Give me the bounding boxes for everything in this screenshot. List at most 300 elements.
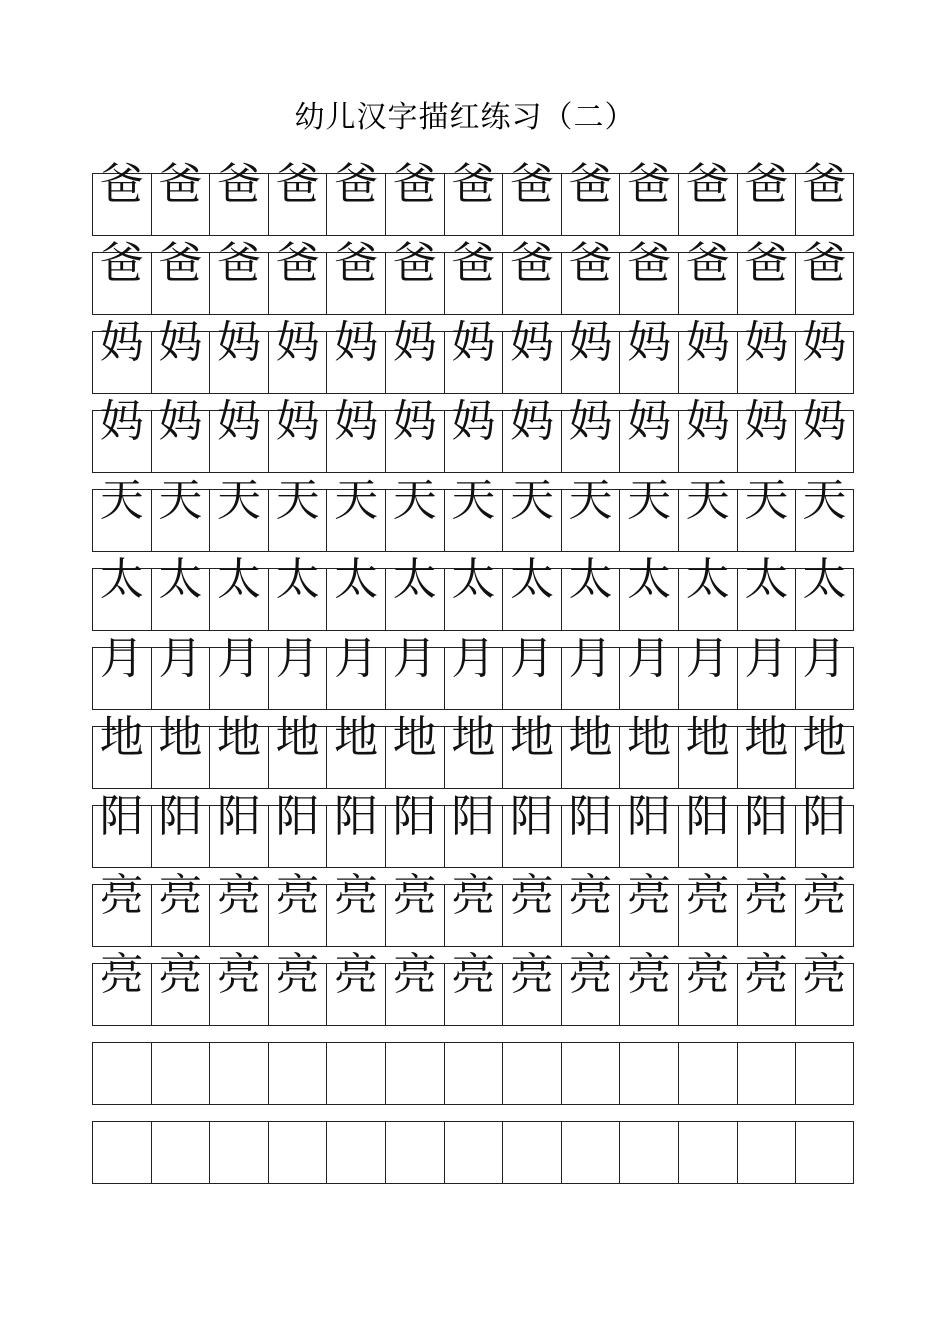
tracing-character: 阳 [568,791,613,842]
tracing-cell [268,317,327,394]
tracing-cell [92,159,151,236]
tracing-cell [268,791,327,868]
tracing-cell [92,791,151,868]
blank-writing-cell [444,1042,503,1105]
tracing-cell [502,475,561,552]
tracing-cell [268,554,327,631]
tracing-character: 天 [509,475,554,526]
tracing-cell [385,159,444,236]
tracing-character: 亮 [568,949,613,1000]
tracing-character: 天 [334,475,379,526]
tracing-character: 爸 [275,159,320,210]
tracing-cell [326,870,385,947]
tracing-character: 妈 [216,317,261,368]
tracing-cell [92,554,151,631]
tracing-character: 妈 [685,396,730,447]
blank-writing-cell [737,1042,796,1105]
tracing-character: 爸 [685,238,730,289]
tracing-cell [561,791,620,868]
tracing-cell [385,238,444,315]
tracing-cell [151,159,210,236]
blank-writing-cell [561,1121,620,1184]
tracing-character: 阳 [744,791,789,842]
tracing-cell [209,554,268,631]
blank-writing-cell [209,1121,268,1184]
tracing-character: 亮 [158,949,203,1000]
tracing-cell [795,159,854,236]
tracing-character: 亮 [275,870,320,921]
tracing-cell [619,554,678,631]
practice-row [92,949,854,1026]
tracing-cell [619,238,678,315]
tracing-character: 妈 [685,317,730,368]
tracing-character: 爸 [216,159,261,210]
tracing-character: 阳 [392,791,437,842]
tracing-character: 月 [275,633,320,684]
tracing-cell [444,159,503,236]
tracing-character: 月 [509,633,554,684]
tracing-cell [151,712,210,789]
blank-writing-cell [385,1121,444,1184]
tracing-character: 妈 [627,396,672,447]
tracing-cell [444,870,503,947]
tracing-character: 月 [568,633,613,684]
tracing-character: 阳 [509,791,554,842]
tracing-character: 妈 [509,317,554,368]
tracing-cell [92,949,151,1026]
tracing-cell [795,633,854,710]
tracing-cell [619,159,678,236]
tracing-character: 月 [216,633,261,684]
tracing-cell [619,791,678,868]
tracing-character: 地 [509,712,554,763]
tracing-character: 太 [744,554,789,605]
tracing-cell [209,712,268,789]
tracing-cell [326,949,385,1026]
tracing-character: 妈 [99,396,144,447]
tracing-character: 妈 [802,396,847,447]
tracing-character: 妈 [158,317,203,368]
blank-writing-cell [326,1042,385,1105]
tracing-character: 地 [275,712,320,763]
tracing-character: 月 [99,633,144,684]
tracing-cell [678,396,737,473]
tracing-character: 爸 [568,238,613,289]
tracing-character: 太 [275,554,320,605]
tracing-cell [151,633,210,710]
tracing-cell [151,554,210,631]
tracing-character: 太 [451,554,496,605]
tracing-character: 天 [568,475,613,526]
tracing-cell [92,475,151,552]
tracing-character: 亮 [568,870,613,921]
tracing-character: 亮 [392,949,437,1000]
tracing-cell [151,870,210,947]
tracing-character: 妈 [568,317,613,368]
tracing-cell [268,633,327,710]
tracing-cell [619,870,678,947]
tracing-character: 妈 [334,396,379,447]
tracing-character: 太 [685,554,730,605]
tracing-character: 亮 [99,870,144,921]
tracing-cell [502,238,561,315]
tracing-cell [678,870,737,947]
tracing-character: 地 [158,712,203,763]
tracing-character: 爸 [802,159,847,210]
tracing-character: 爸 [275,238,320,289]
tracing-cell [268,949,327,1026]
tracing-character: 月 [392,633,437,684]
tracing-character: 妈 [275,396,320,447]
tracing-cell [151,238,210,315]
tracing-character: 亮 [392,870,437,921]
tracing-cell [737,633,796,710]
tracing-character: 太 [158,554,203,605]
tracing-character: 爸 [627,159,672,210]
tracing-cell [326,317,385,394]
tracing-cell [502,633,561,710]
tracing-character: 亮 [509,870,554,921]
tracing-cell [268,159,327,236]
tracing-character: 地 [627,712,672,763]
tracing-character: 太 [802,554,847,605]
tracing-cell [444,317,503,394]
tracing-cell [209,633,268,710]
tracing-cell [385,554,444,631]
tracing-character: 月 [158,633,203,684]
tracing-character: 地 [99,712,144,763]
tracing-cell [561,554,620,631]
tracing-character: 妈 [275,317,320,368]
tracing-cell [444,475,503,552]
tracing-character: 爸 [99,159,144,210]
tracing-cell [678,159,737,236]
tracing-character: 妈 [392,396,437,447]
tracing-cell [678,949,737,1026]
practice-row [92,633,854,710]
tracing-character: 地 [802,712,847,763]
tracing-character: 爸 [451,238,496,289]
tracing-character: 爸 [216,238,261,289]
tracing-cell [209,870,268,947]
tracing-cell [444,791,503,868]
tracing-character: 天 [392,475,437,526]
blank-writing-cell [92,1121,151,1184]
tracing-cell [385,949,444,1026]
tracing-character: 妈 [451,396,496,447]
tracing-cell [561,870,620,947]
tracing-character: 地 [744,712,789,763]
blank-writing-cell [268,1042,327,1105]
tracing-cell [326,791,385,868]
blank-writing-cell [268,1121,327,1184]
tracing-cell [92,712,151,789]
blank-writing-cell [151,1121,210,1184]
tracing-character: 爸 [99,238,144,289]
tracing-cell [268,396,327,473]
tracing-character: 妈 [744,396,789,447]
tracing-cell [209,317,268,394]
tracing-character: 太 [568,554,613,605]
tracing-character: 亮 [216,949,261,1000]
tracing-cell [444,633,503,710]
tracing-character: 天 [158,475,203,526]
tracing-cell [502,554,561,631]
tracing-character: 亮 [158,870,203,921]
tracing-cell [561,633,620,710]
tracing-character: 亮 [627,870,672,921]
tracing-cell [561,475,620,552]
blank-writing-cell [502,1121,561,1184]
tracing-character: 地 [568,712,613,763]
tracing-character: 地 [216,712,261,763]
tracing-character: 妈 [627,317,672,368]
tracing-cell [678,317,737,394]
tracing-character: 亮 [509,949,554,1000]
tracing-character: 太 [216,554,261,605]
practice-row [92,317,854,394]
tracing-cell [795,396,854,473]
tracing-cell [92,870,151,947]
tracing-cell [619,317,678,394]
tracing-cell [326,396,385,473]
tracing-cell [678,238,737,315]
tracing-character: 太 [99,554,144,605]
tracing-character: 阳 [802,791,847,842]
tracing-cell [444,554,503,631]
tracing-character: 天 [99,475,144,526]
tracing-cell [326,554,385,631]
tracing-character: 爸 [685,159,730,210]
blank-writing-cell [678,1121,737,1184]
tracing-cell [737,396,796,473]
tracing-character: 太 [509,554,554,605]
practice-row [92,1042,854,1105]
tracing-cell [268,475,327,552]
blank-writing-cell [795,1121,854,1184]
tracing-character: 妈 [802,317,847,368]
tracing-character: 爸 [509,238,554,289]
tracing-character: 爸 [744,159,789,210]
tracing-cell [385,712,444,789]
tracing-character: 爸 [451,159,496,210]
tracing-character: 天 [744,475,789,526]
tracing-character: 地 [334,712,379,763]
tracing-cell [209,949,268,1026]
tracing-cell [795,238,854,315]
tracing-character: 阳 [99,791,144,842]
tracing-character: 月 [451,633,496,684]
tracing-cell [561,317,620,394]
tracing-character: 亮 [627,949,672,1000]
tracing-character: 亮 [685,870,730,921]
tracing-cell [326,712,385,789]
tracing-cell [209,475,268,552]
tracing-character: 天 [275,475,320,526]
practice-row [92,238,854,315]
tracing-cell [678,475,737,552]
blank-writing-cell [444,1121,503,1184]
tracing-cell [151,475,210,552]
tracing-character: 地 [392,712,437,763]
tracing-character: 阳 [275,791,320,842]
tracing-cell [795,870,854,947]
tracing-cell [737,791,796,868]
tracing-cell [795,712,854,789]
tracing-cell [92,396,151,473]
tracing-cell [502,317,561,394]
tracing-cell [502,396,561,473]
tracing-character: 地 [451,712,496,763]
tracing-cell [737,712,796,789]
tracing-cell [92,317,151,394]
tracing-cell [268,238,327,315]
tracing-character: 月 [685,633,730,684]
tracing-cell [502,159,561,236]
tracing-character: 亮 [451,949,496,1000]
tracing-cell [209,238,268,315]
practice-row [92,712,854,789]
tracing-cell [795,317,854,394]
tracing-cell [502,791,561,868]
tracing-cell [678,791,737,868]
tracing-character: 爸 [802,238,847,289]
blank-writing-cell [385,1042,444,1105]
tracing-character: 亮 [685,949,730,1000]
tracing-character: 爸 [568,159,613,210]
tracing-cell [795,949,854,1026]
tracing-character: 爸 [627,238,672,289]
tracing-cell [326,159,385,236]
blank-writing-cell [737,1121,796,1184]
tracing-cell [444,949,503,1026]
tracing-cell [502,712,561,789]
tracing-cell [619,949,678,1026]
tracing-cell [209,159,268,236]
tracing-character: 妈 [392,317,437,368]
tracing-character: 爸 [509,159,554,210]
tracing-cell [268,870,327,947]
tracing-character: 妈 [99,317,144,368]
tracing-cell [209,791,268,868]
tracing-cell [737,238,796,315]
blank-writing-cell [502,1042,561,1105]
tracing-character: 阳 [451,791,496,842]
tracing-character: 妈 [334,317,379,368]
tracing-character: 亮 [744,949,789,1000]
practice-row [92,554,854,631]
tracing-cell [619,633,678,710]
tracing-character: 阳 [685,791,730,842]
blank-writing-cell [619,1121,678,1184]
tracing-character: 亮 [802,949,847,1000]
tracing-character: 爸 [744,238,789,289]
tracing-cell [151,317,210,394]
tracing-character: 月 [334,633,379,684]
tracing-cell [502,870,561,947]
tracing-character: 妈 [216,396,261,447]
tracing-cell [678,554,737,631]
blank-writing-cell [326,1121,385,1184]
tracing-character: 月 [627,633,672,684]
tracing-character: 亮 [744,870,789,921]
tracing-cell [151,791,210,868]
practice-row [92,870,854,947]
tracing-cell [326,633,385,710]
tracing-cell [326,238,385,315]
tracing-cell [737,949,796,1026]
tracing-character: 爸 [392,159,437,210]
tracing-cell [92,633,151,710]
tracing-cell [619,475,678,552]
tracing-cell [737,317,796,394]
tracing-character: 阳 [334,791,379,842]
tracing-character: 妈 [158,396,203,447]
tracing-cell [795,791,854,868]
tracing-character: 太 [334,554,379,605]
tracing-character: 天 [451,475,496,526]
tracing-character: 亮 [334,870,379,921]
blank-writing-cell [92,1042,151,1105]
tracing-character: 地 [685,712,730,763]
tracing-cell [444,238,503,315]
tracing-cell [737,554,796,631]
tracing-cell [561,238,620,315]
tracing-character: 爸 [334,238,379,289]
tracing-character: 妈 [568,396,613,447]
tracing-cell [737,159,796,236]
tracing-character: 亮 [216,870,261,921]
blank-writing-cell [209,1042,268,1105]
tracing-cell [444,396,503,473]
tracing-character: 天 [685,475,730,526]
tracing-character: 太 [627,554,672,605]
tracing-cell [795,554,854,631]
tracing-cell [151,949,210,1026]
tracing-cell [326,475,385,552]
tracing-character: 天 [627,475,672,526]
practice-row [92,1121,854,1184]
tracing-character: 亮 [99,949,144,1000]
tracing-cell [795,475,854,552]
tracing-cell [502,949,561,1026]
tracing-character: 阳 [627,791,672,842]
worksheet-title: 幼儿汉字描红练习（二） [294,100,636,135]
tracing-character: 爸 [158,159,203,210]
tracing-cell [385,870,444,947]
tracing-character: 月 [802,633,847,684]
tracing-cell [678,712,737,789]
tracing-cell [385,396,444,473]
practice-row [92,791,854,868]
practice-row [92,396,854,473]
tracing-character: 爸 [392,238,437,289]
practice-grid [92,159,854,1200]
tracing-character: 妈 [509,396,554,447]
tracing-character: 天 [216,475,261,526]
tracing-cell [561,159,620,236]
tracing-cell [737,870,796,947]
tracing-character: 爸 [158,238,203,289]
tracing-cell [385,475,444,552]
tracing-cell [385,317,444,394]
tracing-cell [209,396,268,473]
tracing-cell [385,633,444,710]
blank-writing-cell [151,1042,210,1105]
tracing-cell [737,475,796,552]
tracing-cell [561,949,620,1026]
tracing-cell [678,633,737,710]
